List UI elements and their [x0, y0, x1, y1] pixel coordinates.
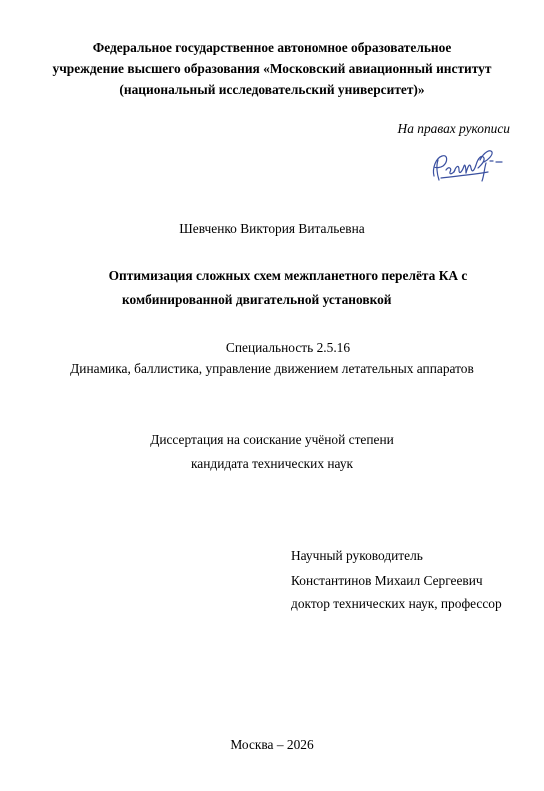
- degree-statement-line-2: кандидата технических наук: [190, 456, 354, 471]
- rights-note: На правах рукописи: [397, 121, 510, 136]
- supervisor-degree: доктор технических наук, профессор: [291, 596, 502, 611]
- dissertation-title-line-1: Оптимизация сложных схем межпланетного перелёта КА с: [108, 268, 468, 283]
- degree-statement-line-1: Диссертация на соискание учёной степени: [150, 432, 394, 447]
- supervisor-label: Научный руководитель: [291, 548, 423, 563]
- author-name: Шевченко Виктория Витальевна: [179, 221, 365, 236]
- city-year-footer: Москва – 2026: [230, 737, 314, 752]
- institution-line-1: Федеральное государственное автономное образовательное: [92, 40, 452, 55]
- specialty-code: Специальность 2.5.16: [225, 340, 351, 355]
- dissertation-title-line-2: комбинированной двигательной установкой: [122, 292, 392, 307]
- institution-line-2: учреждение высшего образования «Московский авиационный институт: [52, 61, 492, 76]
- institution-line-3: (национальный исследовательский университет)»: [119, 82, 425, 97]
- supervisor-name: Константинов Михаил Сергеевич: [291, 573, 483, 588]
- handwritten-signature-icon: [426, 146, 508, 190]
- specialty-name: Динамика, баллистика, управление движением летательных аппаратов: [70, 361, 474, 376]
